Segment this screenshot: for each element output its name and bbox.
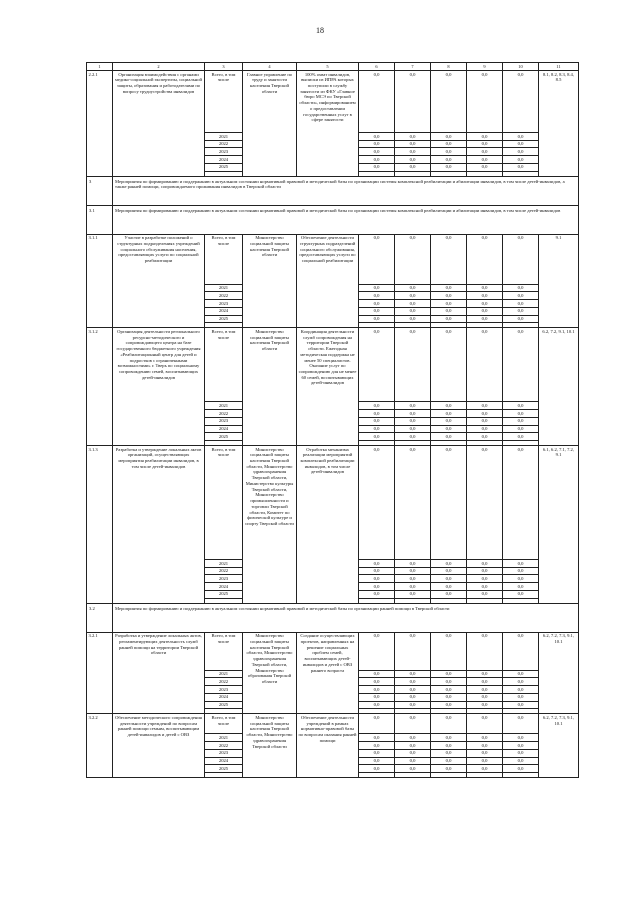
funding-value: 0,0 [431,575,467,583]
funding-value: 0,0 [503,749,539,757]
column-number: 9 [467,63,503,71]
funding-value: 0,0 [359,686,395,694]
funding-value: 0,0 [503,757,539,765]
funding-value: 0,0 [431,425,467,433]
funding-value: 0,0 [359,417,395,425]
activity-name: Разработка и утверждение локальных актов организаций, осуществляющих мероприятия реабилитации инвалидов, в том числе детей-инвалидов [113,446,205,604]
funding-value: 0,0 [467,670,503,678]
funding-value: 0,0 [431,567,467,575]
column-number: 5 [297,63,359,71]
activity-number: 3.2.1 [87,632,113,714]
funding-value: 0,0 [431,417,467,425]
funding-value: 0,0 [467,425,503,433]
funding-value: 0,0 [359,678,395,686]
funding-value: 0,0 [359,402,395,410]
funding-value: 0,0 [503,575,539,583]
funding-value: 0,0 [359,693,395,701]
funding-value: 0,0 [359,632,395,670]
result-indicator: Обеспечение деятельности учреждений в рамках нормативно-правовой базы по вопросам оказания ранней помощи [297,714,359,778]
section-title: Мероприятия по формированию и поддержанию в актуальном состоянии нормативной правовой и методической базы по организации системы комплексной реабилитации и абилитации инвалидов, в том числе детей-инвалидов, а также ранней помощи, сопровождаемого проживания инвалидов в Тверской области [113,176,579,205]
funding-value: 0,0 [359,425,395,433]
activity-number: 3.2.2 [87,714,113,778]
funding-value: 0,0 [359,749,395,757]
funding-value: 0,0 [395,701,431,709]
result-indicator: 100% охват инвалидов, выписки из ИПРА которых поступили в службу занятости из ФКУ «Главное бюро МСЭ по Тверской области», информированием о предоставлении государственных услуг в сфере занятости [297,71,359,177]
funding-value: 0,0 [359,140,395,148]
result-indicator: Создание осуществляющих проектов, направленных на решение социальных проблем семей, воспитывающих детей-инвалидов и детей с ОВЗ раннего возраста [297,632,359,714]
funding-value: 0,0 [395,156,431,164]
funding-value: 0,0 [503,292,539,300]
activity-row [87,328,579,402]
funding-value: 0,0 [503,693,539,701]
funding-value: 0,0 [467,328,503,402]
funding-value: 0,0 [359,433,395,441]
section-number: 3.1 [87,205,113,234]
funding-value: 0,0 [431,284,467,292]
column-number: 2 [113,63,205,71]
empty-cell [395,773,431,778]
funding-value: 0,0 [467,163,503,171]
funding-value: 0,0 [467,156,503,164]
year: 2023 [205,300,243,308]
year: 2021 [205,133,243,141]
funding-value: 0,0 [395,410,431,418]
funding-value: 0,0 [467,417,503,425]
funding-value: 0,0 [503,148,539,156]
year: 2021 [205,560,243,568]
section-number: 3 [87,176,113,205]
funding-value: 0,0 [395,425,431,433]
funding-value: 0,0 [467,714,503,734]
funding-value: 0,0 [467,686,503,694]
funding-value: 0,0 [431,163,467,171]
funding-value: 0,0 [467,560,503,568]
funding-value: 0,0 [467,148,503,156]
funding-value: 0,0 [431,560,467,568]
year: 2021 [205,734,243,742]
funding-value: 0,0 [359,670,395,678]
section-title: Мероприятия по формированию и поддержанию в актуальном состоянии нормативной правовой и методической базы по организации системы комплексной реабилитации и абилитации инвалидов, в том числе детей-инвалидов [113,205,579,234]
funding-value: 0,0 [503,567,539,575]
period-total: Всего, в том числе [205,714,243,734]
executor: Главное управление по труду и занятости населения Тверской области [243,71,297,177]
funding-value: 0,0 [503,560,539,568]
funding-value: 0,0 [431,315,467,323]
funding-value: 0,0 [359,410,395,418]
funding-value: 0,0 [359,284,395,292]
funding-value: 0,0 [467,765,503,773]
funding-value: 0,0 [503,742,539,750]
activity-name: Разработка и утверждение локальных актов, регламентирующих деятельность служб ранней помощи на территории Тверской области [113,632,205,714]
funding-value: 0,0 [359,734,395,742]
funding-value: 0,0 [359,292,395,300]
funding-value: 0,0 [467,300,503,308]
indicator-refs: 8.1, 8.2, 8.3, 8.4, 8.5 [539,71,579,177]
year: 2024 [205,757,243,765]
activity-number: 3.1.2 [87,328,113,446]
funding-value: 0,0 [359,560,395,568]
funding-value: 0,0 [503,163,539,171]
year: 2023 [205,749,243,757]
funding-value: 0,0 [359,567,395,575]
year: 2025 [205,315,243,323]
funding-value: 0,0 [395,148,431,156]
funding-value: 0,0 [467,140,503,148]
funding-value: 0,0 [395,575,431,583]
funding-value: 0,0 [467,446,503,560]
funding-value: 0,0 [395,714,431,734]
column-number: 11 [539,63,579,71]
year: 2025 [205,765,243,773]
funding-value: 0,0 [431,670,467,678]
period-total: Всего, в том числе [205,328,243,402]
funding-value: 0,0 [395,693,431,701]
indicator-refs: 6.2, 7.2, 7.3, 9.1, 10.1 [539,714,579,778]
funding-value: 0,0 [503,590,539,598]
funding-value: 0,0 [431,678,467,686]
year: 2022 [205,742,243,750]
funding-value: 0,0 [395,632,431,670]
funding-value: 0,0 [503,402,539,410]
funding-value: 0,0 [395,433,431,441]
funding-value: 0,0 [467,71,503,133]
year: 2023 [205,417,243,425]
funding-value: 0,0 [359,133,395,141]
year: 2024 [205,693,243,701]
funding-value: 0,0 [467,567,503,575]
year: 2024 [205,307,243,315]
column-number: 8 [431,63,467,71]
funding-value: 0,0 [431,433,467,441]
funding-value: 0,0 [503,433,539,441]
funding-value: 0,0 [395,71,431,133]
funding-value: 0,0 [503,670,539,678]
activity-name: Организация деятельности регионального ресурсно-методического и сопровождающего центра на базе государственного бюджетного учреждения «Реабилитационный центр для детей и подростков с ограниченными возможностями» г. Тверь по социальному сопровождению семей, воспитывающих детей-инвалидов [113,328,205,446]
funding-value: 0,0 [395,234,431,284]
funding-value: 0,0 [395,560,431,568]
activity-row [87,632,579,670]
result-indicator: Обеспечение деятельности структурных подразделений социального обслуживания, предоставляющих услуги по социальной реабилитации [297,234,359,328]
column-number-row [87,63,579,71]
funding-value: 0,0 [359,300,395,308]
funding-value: 0,0 [467,315,503,323]
funding-value: 0,0 [431,292,467,300]
year: 2022 [205,140,243,148]
indicator-refs: 6.2, 7.2, 9.1, 10.1 [539,328,579,446]
funding-value: 0,0 [359,742,395,750]
funding-value: 0,0 [359,446,395,560]
funding-value: 0,0 [395,402,431,410]
funding-value: 0,0 [467,307,503,315]
funding-value: 0,0 [503,307,539,315]
funding-value: 0,0 [503,234,539,284]
funding-value: 0,0 [431,307,467,315]
year: 2023 [205,575,243,583]
funding-value: 0,0 [431,749,467,757]
funding-value: 0,0 [359,590,395,598]
year: 2024 [205,425,243,433]
funding-value: 0,0 [359,714,395,734]
funding-value: 0,0 [431,300,467,308]
year: 2025 [205,163,243,171]
activity-number: 3.1.1 [87,234,113,328]
year: 2022 [205,678,243,686]
period-total: Всего, в том числе [205,446,243,560]
funding-value: 0,0 [503,156,539,164]
funding-value: 0,0 [467,433,503,441]
funding-value: 0,0 [395,670,431,678]
funding-value: 0,0 [431,765,467,773]
funding-value: 0,0 [467,133,503,141]
section-title: Мероприятия по формированию и поддержанию в актуальном состоянии нормативной правовой и методической базы по организации ранней помощи в Тверской области [113,603,579,632]
funding-value: 0,0 [467,234,503,284]
indicator-refs: 9.1 [539,234,579,328]
executor: Министерство социальной защиты населения Тверской области, Министерство здравоохранения Тверской области, Министерство образования Тверской области [243,632,297,714]
funding-value: 0,0 [467,575,503,583]
period-total: Всего, в том числе [205,632,243,670]
funding-value: 0,0 [359,163,395,171]
result-indicator: Отработка механизма реализации мероприятий комплексной реабилитации инвалидов, в том числе детей-инвалидов [297,446,359,604]
funding-value: 0,0 [467,590,503,598]
funding-value: 0,0 [359,757,395,765]
funding-value: 0,0 [467,701,503,709]
funding-value: 0,0 [467,284,503,292]
funding-value: 0,0 [395,749,431,757]
funding-value: 0,0 [503,714,539,734]
funding-value: 0,0 [467,402,503,410]
funding-value: 0,0 [431,156,467,164]
activity-number: 2.2.1 [87,71,113,177]
section-row [87,176,579,205]
funding-value: 0,0 [395,417,431,425]
funding-value: 0,0 [431,734,467,742]
year: 2022 [205,292,243,300]
year: 2024 [205,583,243,591]
funding-value: 0,0 [431,71,467,133]
section-row [87,603,579,632]
year: 2022 [205,567,243,575]
funding-value: 0,0 [431,148,467,156]
funding-value: 0,0 [503,328,539,402]
funding-value: 0,0 [431,583,467,591]
funding-value: 0,0 [503,140,539,148]
funding-value: 0,0 [431,632,467,670]
year: 2022 [205,410,243,418]
activity-name: Обеспечение методического сопровождения деятельности учреждений по вопросам ранней помощи семьям, воспитывающим детей-инвалидов и детей с ОВЗ [113,714,205,778]
activity-row [87,714,579,734]
year: 2021 [205,402,243,410]
funding-value: 0,0 [395,734,431,742]
funding-value: 0,0 [359,765,395,773]
funding-value: 0,0 [431,714,467,734]
funding-value: 0,0 [467,410,503,418]
funding-value: 0,0 [431,701,467,709]
funding-value: 0,0 [359,701,395,709]
section-number: 3.2 [87,603,113,632]
funding-value: 0,0 [503,446,539,560]
executor: Министерство социальной защиты населения Тверской области, Министерство здравоохранения Тверской области [243,714,297,778]
page-number: 18 [316,26,324,35]
empty-cell [205,773,243,778]
funding-value: 0,0 [503,71,539,133]
executor: Министерство социальной защиты населения Тверской области, Министерство здравоохранения Тверской области, Министерство культуры Тверской области, Министерство промышленности и торговли Тверской области, Комитет по физической культуре и спорту Тверской области [243,446,297,604]
funding-value: 0,0 [395,446,431,560]
column-number: 6 [359,63,395,71]
funding-value: 0,0 [431,686,467,694]
funding-value: 0,0 [359,307,395,315]
empty-cell [467,773,503,778]
executor: Министерство социальной защиты населения Тверской области [243,234,297,328]
activity-name: Организация взаимодействия с органами медико-социальной экспертизы, социальной защиты, образования и работодателями по вопросу трудоустройства инвалидов [113,71,205,177]
funding-value: 0,0 [395,765,431,773]
period-total: Всего, в том числе [205,71,243,133]
empty-cell [503,773,539,778]
program-activities-table [86,62,579,778]
funding-value: 0,0 [467,757,503,765]
funding-value: 0,0 [503,133,539,141]
year: 2025 [205,433,243,441]
funding-value: 0,0 [467,292,503,300]
funding-value: 0,0 [395,678,431,686]
funding-value: 0,0 [503,701,539,709]
column-number: 7 [395,63,431,71]
funding-value: 0,0 [359,575,395,583]
empty-cell [431,773,467,778]
funding-value: 0,0 [503,315,539,323]
funding-value: 0,0 [503,425,539,433]
funding-value: 0,0 [431,234,467,284]
funding-value: 0,0 [395,163,431,171]
funding-value: 0,0 [431,133,467,141]
funding-value: 0,0 [395,567,431,575]
funding-value: 0,0 [359,234,395,284]
indicator-refs: 6.1, 6.2, 7.1, 7.2, 9.1 [539,446,579,604]
funding-value: 0,0 [395,757,431,765]
year: 2024 [205,156,243,164]
column-number: 4 [243,63,297,71]
funding-value: 0,0 [431,693,467,701]
funding-value: 0,0 [395,284,431,292]
funding-value: 0,0 [467,583,503,591]
activity-row [87,71,579,133]
funding-value: 0,0 [431,410,467,418]
empty-cell [359,773,395,778]
year: 2023 [205,148,243,156]
executor: Министерство социальной защиты населения Тверской области [243,328,297,446]
funding-value: 0,0 [395,328,431,402]
funding-value: 0,0 [431,742,467,750]
column-number: 1 [87,63,113,71]
funding-value: 0,0 [503,583,539,591]
funding-value: 0,0 [359,148,395,156]
year: 2023 [205,686,243,694]
funding-value: 0,0 [431,446,467,560]
column-number: 10 [503,63,539,71]
funding-value: 0,0 [503,284,539,292]
year: 2021 [205,670,243,678]
section-row [87,205,579,234]
funding-value: 0,0 [431,757,467,765]
year: 2025 [205,701,243,709]
activity-number: 3.1.3 [87,446,113,604]
funding-value: 0,0 [359,583,395,591]
result-indicator: Координация деятельности служб сопровождения на территории Тверской области. Ежегодная методическая поддержка не менее 50 специалистов. Оказание услуг по сопровождению для не менее 60 семей, воспитывающих детей-инвалидов [297,328,359,446]
indicator-refs: 6.2, 7.2, 7.3, 9.1, 10.1 [539,632,579,714]
funding-value: 0,0 [359,71,395,133]
activity-name: Участие в разработке положений о структурных подразделениях учреждений социального обслуживания населения, предоставляющих услуги по социальной реабилитации [113,234,205,328]
funding-value: 0,0 [503,678,539,686]
funding-value: 0,0 [395,140,431,148]
funding-value: 0,0 [395,307,431,315]
funding-value: 0,0 [431,402,467,410]
funding-value: 0,0 [467,632,503,670]
activity-row [87,446,579,560]
activity-row [87,234,579,284]
funding-value: 0,0 [359,156,395,164]
funding-value: 0,0 [503,765,539,773]
funding-value: 0,0 [503,417,539,425]
year: 2021 [205,284,243,292]
funding-value: 0,0 [395,315,431,323]
funding-value: 0,0 [431,590,467,598]
funding-value: 0,0 [503,300,539,308]
period-total: Всего, в том числе [205,234,243,284]
funding-value: 0,0 [467,749,503,757]
funding-value: 0,0 [359,328,395,402]
funding-value: 0,0 [395,686,431,694]
funding-value: 0,0 [467,742,503,750]
funding-value: 0,0 [395,590,431,598]
funding-value: 0,0 [431,140,467,148]
funding-value: 0,0 [431,328,467,402]
funding-value: 0,0 [395,133,431,141]
funding-value: 0,0 [503,734,539,742]
funding-value: 0,0 [359,315,395,323]
funding-value: 0,0 [503,632,539,670]
year: 2025 [205,590,243,598]
funding-value: 0,0 [395,583,431,591]
funding-value: 0,0 [395,292,431,300]
funding-value: 0,0 [467,693,503,701]
funding-value: 0,0 [395,742,431,750]
column-number: 3 [205,63,243,71]
funding-value: 0,0 [467,734,503,742]
funding-value: 0,0 [467,678,503,686]
funding-value: 0,0 [503,410,539,418]
funding-value: 0,0 [503,686,539,694]
funding-value: 0,0 [395,300,431,308]
